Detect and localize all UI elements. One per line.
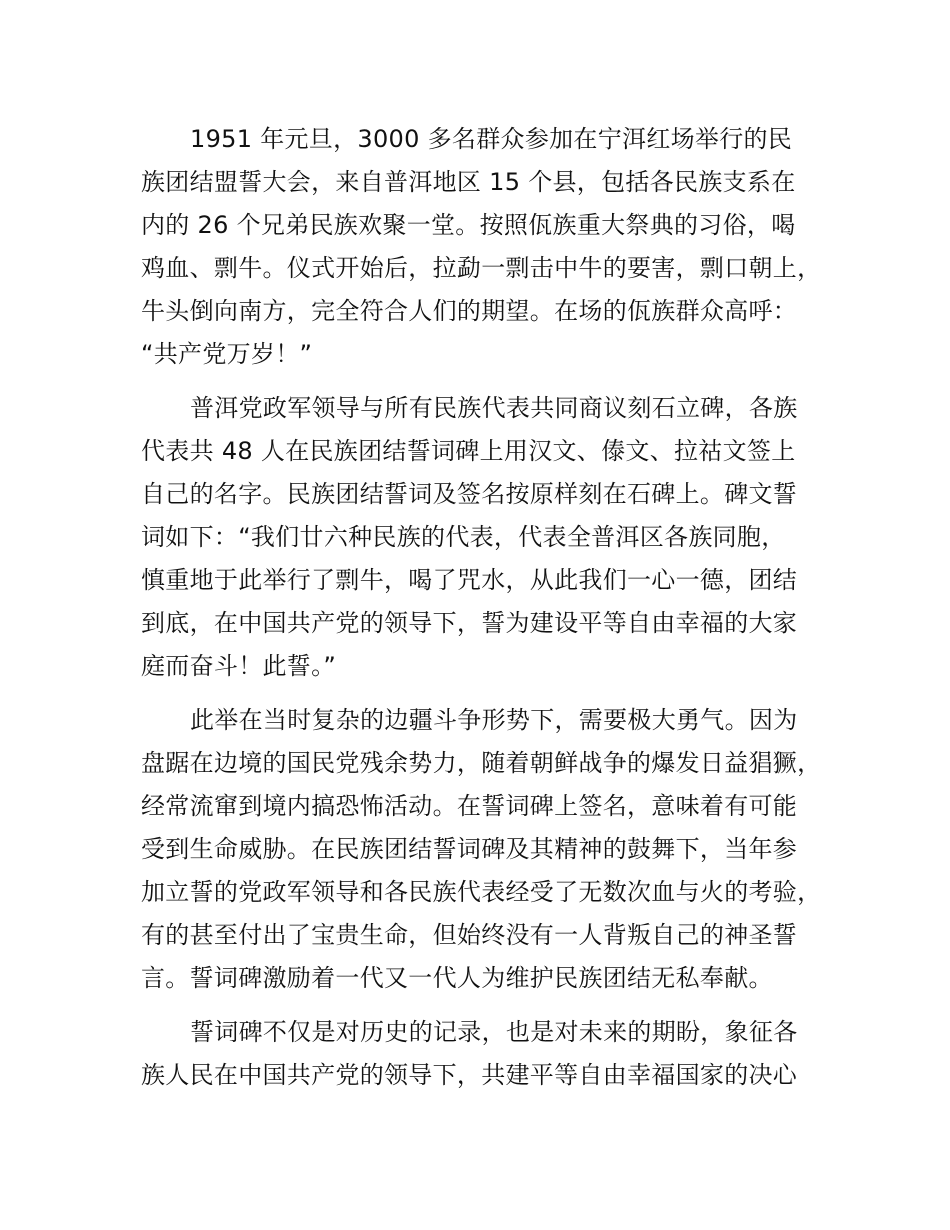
text-line: 内的 26 个兄弟民族欢聚一堂。按照佤族重大祭典的习俗，喝 (141, 211, 796, 239)
text-line: 庭而奋斗！此誓。” (141, 652, 337, 680)
text-line: 加立誓的党政军领导和各民族代表经受了无数次血与火的考验， (141, 878, 822, 906)
text-line: 族团结盟誓大会，来自普洱地区 15 个县，包括各民族支系在 (141, 168, 796, 196)
text-line: 经常流窜到境内搞恐怖活动。在誓词碑上签名，意味着有可能 (141, 792, 798, 820)
text-line: 言。誓词碑激励着一代又一代人为维护民族团结无私奉献。 (141, 964, 773, 992)
text-line: 族人民在中国共产党的领导下，共建平等自由幸福国家的决心 (141, 1061, 798, 1089)
text-line: 受到生命威胁。在民族团结誓词碑及其精神的鼓舞下，当年参 (141, 835, 798, 863)
text-line: “共产党万岁！” (141, 340, 313, 368)
text-line: 代表共 48 人在民族团结誓词碑上用汉文、傣文、拉祜文签上 (141, 437, 796, 465)
text-line: 盘踞在边境的国民党残余势力，随着朝鲜战争的爆发日益猖獗， (141, 749, 822, 777)
paragraph (141, 699, 841, 1000)
document-page (141, 118, 841, 1108)
text-line: 自己的名字。民族团结誓词及签名按原样刻在石碑上。碑文誓 (141, 480, 798, 508)
text-line: 慎重地于此举行了剽牛，喝了咒水，从此我们一心一德，团结 (141, 566, 798, 594)
paragraph (141, 118, 841, 376)
text-line: 1951 年元旦，3000 多名群众参加在宁洱红场举行的民 (190, 125, 793, 153)
text-line: 此举在当时复杂的边疆斗争形势下，需要极大勇气。因为 (190, 706, 798, 734)
text-line: 普洱党政军领导与所有民族代表共同商议刻石立碑，各族 (190, 394, 798, 422)
paragraph (141, 387, 841, 688)
paragraph (141, 1011, 841, 1097)
text-line: 鸡血、剽牛。仪式开始后，拉勐一剽击中牛的要害，剽口朝上， (141, 254, 822, 282)
text-line: 有的甚至付出了宝贵生命，但始终没有一人背叛自己的神圣誓 (141, 921, 798, 949)
text-line: 词如下：“我们廿六种民族的代表，代表全普洱区各族同胞， (141, 523, 786, 551)
text-line: 誓词碑不仅是对历史的记录，也是对未来的期盼，象征各 (190, 1018, 798, 1046)
text-line: 牛头倒向南方，完全符合人们的期望。在场的佤族群众高呼： (141, 297, 798, 325)
text-line: 到底，在中国共产党的领导下，誓为建设平等自由幸福的大家 (141, 609, 798, 637)
